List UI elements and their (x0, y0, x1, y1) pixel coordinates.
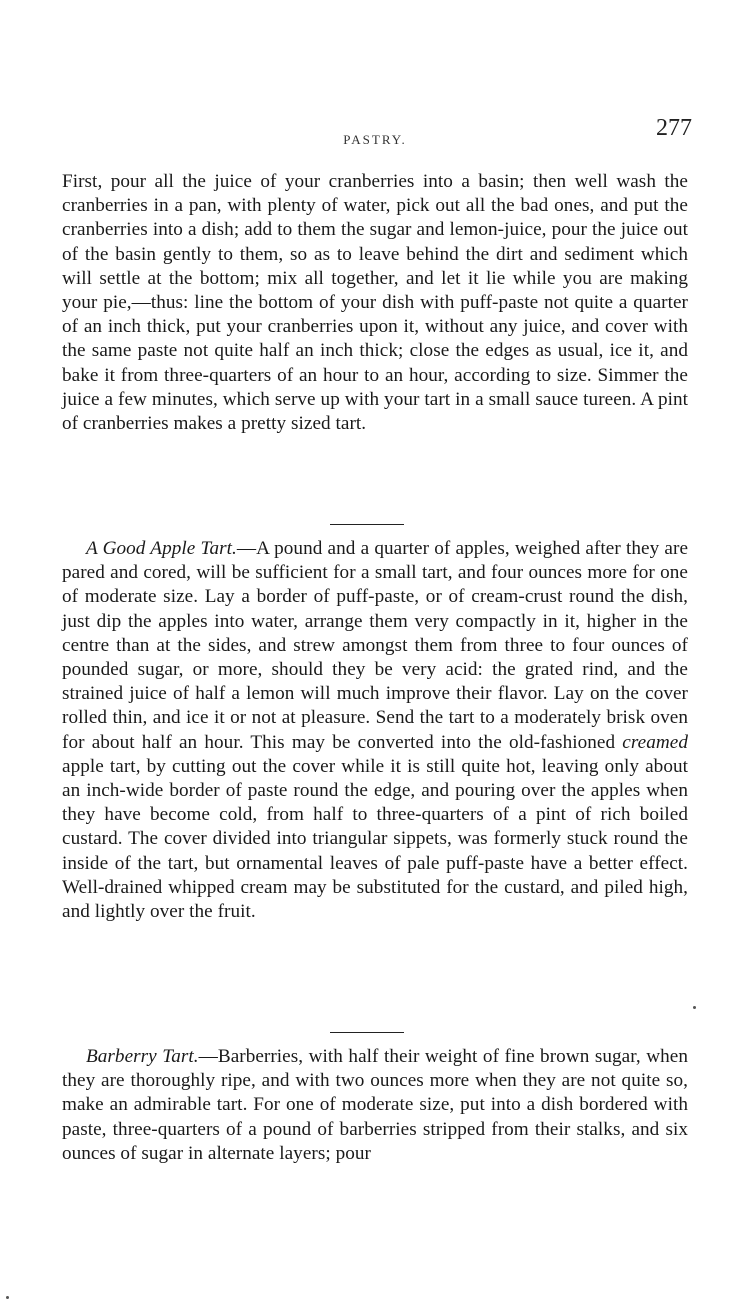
barberry-tart-paragraph (62, 1045, 688, 1166)
paragraph-text: —Barberries, with half their weight of fine brown sugar, when they are thoroughly ripe, and with two ounces more when they are not quite so, make an admirable tart. For one of moderate size, put into a dish bordered with paste, three-quarters of a pound of barberries stripped from their stalks, and six ounces of sugar in alternate layers; pour (62, 1046, 689, 1164)
emphasis-word: creamed (622, 731, 688, 753)
cranberry-tart-paragraph (62, 170, 688, 436)
print-speck (693, 1006, 696, 1009)
running-head: PASTRY. (343, 132, 407, 147)
section-divider (330, 524, 404, 525)
paragraph (62, 537, 688, 924)
recipe-title: Barberry Tart. (86, 1046, 199, 1067)
paragraph (62, 1045, 688, 1166)
apple-tart-paragraph (62, 537, 688, 924)
recipe-title: A Good Apple Tart. (86, 538, 237, 559)
paragraph-text: —A pound and a quarter of apples, weighed after they are pared and cored, will be sufficient for a small tart, and four ounces more for one of moderate size. Lay a border of puff-paste, or of cream-crust round the dish, just dip the apples into water, arrange them very compactly in it, higher in the centre than at the sides, and strew amongst them from three to four ounces of pounded sugar, or more, should they be very acid: the grated rind, and the strained juice of half a lemon will much improve their flavor. Lay on the cover rolled thin, and ice it or not at pleasure. Send the tart to a moderately brisk oven for about half an hour. This may be converted into the old-fashioned (62, 538, 689, 753)
paragraph-text-continued: apple tart, by cutting out the cover while it is still quite hot, leaving only about an inch-wide border of paste round the edge, and pouring over the apples when they have become cold, from half to three-quarters of a pint of rich boiled custard. The cover divided into triangular sippets, was formerly stuck round the inside of the tart, but ornamental leaves of pale puff-paste have a better effect. Well-drained whipped cream may be substituted for the custard, and piled high, and lightly over the fruit. (62, 755, 688, 923)
print-speck (6, 1296, 9, 1299)
paragraph-text: First, pour all the juice of your cranberries into a basin; then well wash the cranberries in a pan, with plenty of water, pick out all the bad ones, and put the cranberries into a dish; add to them the sugar and lemon-juice, pour the juice out of the basin gently to them, so as to leave behind the dirt and sediment which will settle at the bottom; mix all together, and let it lie while you are making your pie,—thus: line the bottom of your dish with puff-paste not quite a quarter of an inch thick, put your cranberries upon it, without any juice, and cover with the same paste not quite half an inch thick; close the edges as usual, ice it, and bake it from three-quarters of an hour to an hour, according to size. Simmer the juice a few minutes, which serve up with your tart in a small sauce tureen. A pint of cranberries makes a pretty sized tart. (62, 171, 688, 435)
page-number: 277 (656, 115, 692, 141)
section-divider (330, 1032, 404, 1033)
